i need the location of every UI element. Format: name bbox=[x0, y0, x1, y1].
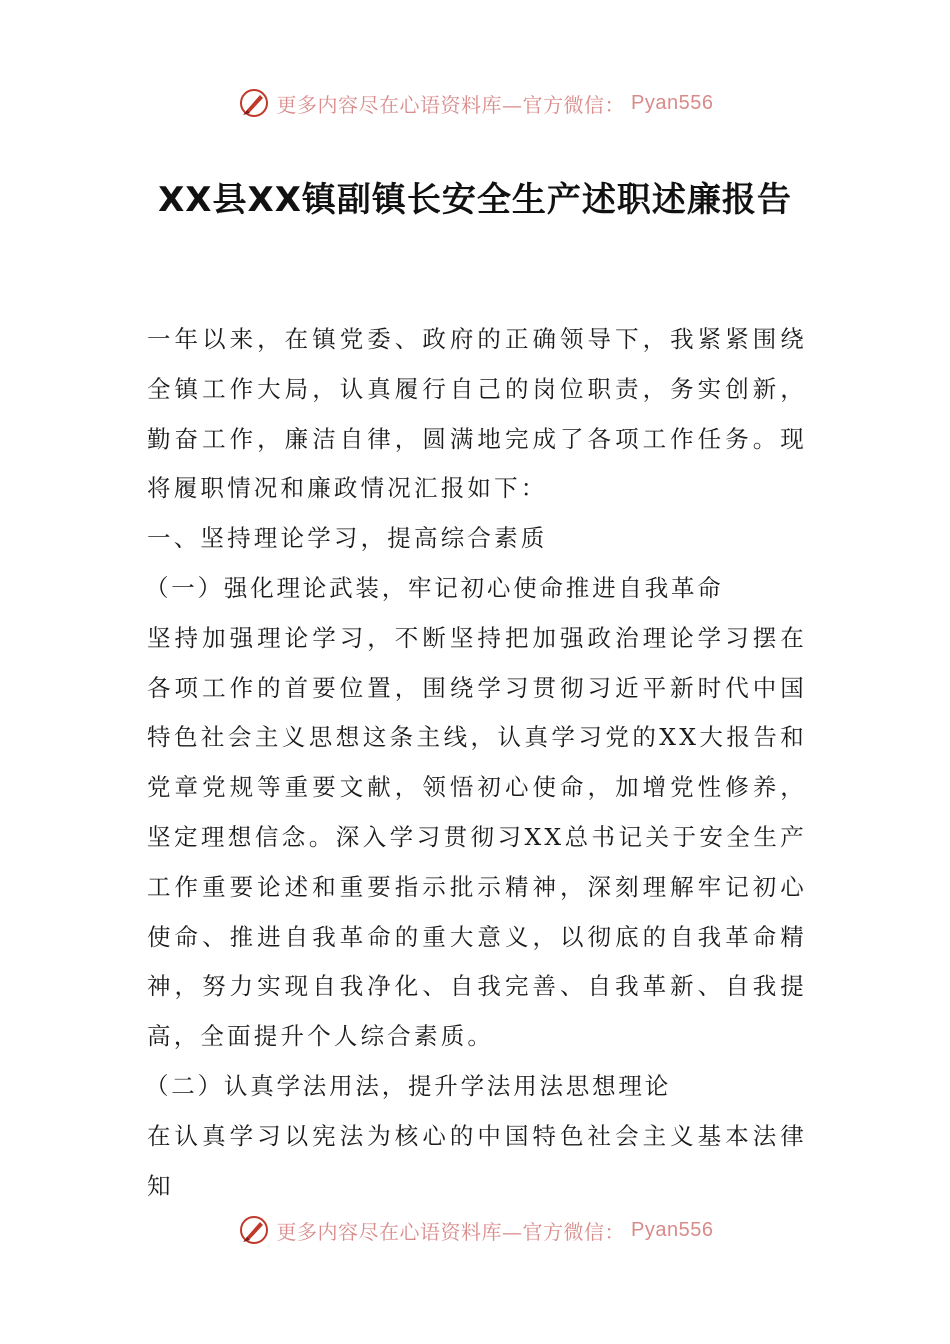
sub-heading-2: （二）认真学法用法，提升学法用法思想理论 bbox=[145, 1071, 671, 1100]
watermark-footer bbox=[0, 1212, 950, 1248]
pen-logo-icon bbox=[237, 1213, 271, 1247]
intro-paragraph: 一年以来，在镇党委、政府的正确领导下，我紧紧围绕全镇工作大局，认真履行自己的岗位职责，务实创新，勤奋工作，廉洁自律，圆满地完成了各项工作任务。现将履职情况和廉政情况汇报如下： bbox=[147, 325, 807, 503]
sub2-paragraph: 在认真学习以宪法为核心的中国特色社会主义基本法律知 bbox=[147, 1121, 807, 1200]
pen-logo-icon bbox=[237, 86, 271, 120]
document-body bbox=[147, 315, 807, 1211]
document-title: XX县XX镇副镇长安全生产述职述廉报告 bbox=[158, 180, 792, 220]
section-heading-1: 一、坚持理论学习，提高综合素质 bbox=[147, 524, 548, 553]
watermark-header bbox=[0, 85, 950, 121]
sub1-paragraph: 坚持加强理论学习，不断坚持把加强政治理论学习摆在各项工作的首要位置，围绕学习贯彻习近平新时代中国特色社会主义思想这条主线，认真学习党的XX大报告和党章党规等重要文献，领悟初心使命，加增党性修养，坚定理想信念。深入学习贯彻习XX总书记关于安全生产工作重要论述和重要指示批示精神，深刻理解牢记初心使命、推进自我革命的重大意义，以彻底的自我革命精神，努力实现自我净化、自我完善、自我革新、自我提高，全面提升个人综合素质。 bbox=[147, 623, 807, 1051]
watermark-wechat-id: Pyan556 bbox=[631, 91, 714, 114]
sub-heading-1: （一）强化理论武装，牢记初心使命推进自我革命 bbox=[145, 573, 724, 602]
watermark-wechat-id: Pyan556 bbox=[631, 1218, 714, 1241]
watermark-text: 更多内容尽在心语资料库—官方微信： bbox=[276, 92, 626, 117]
watermark-text: 更多内容尽在心语资料库—官方微信： bbox=[276, 1219, 626, 1244]
